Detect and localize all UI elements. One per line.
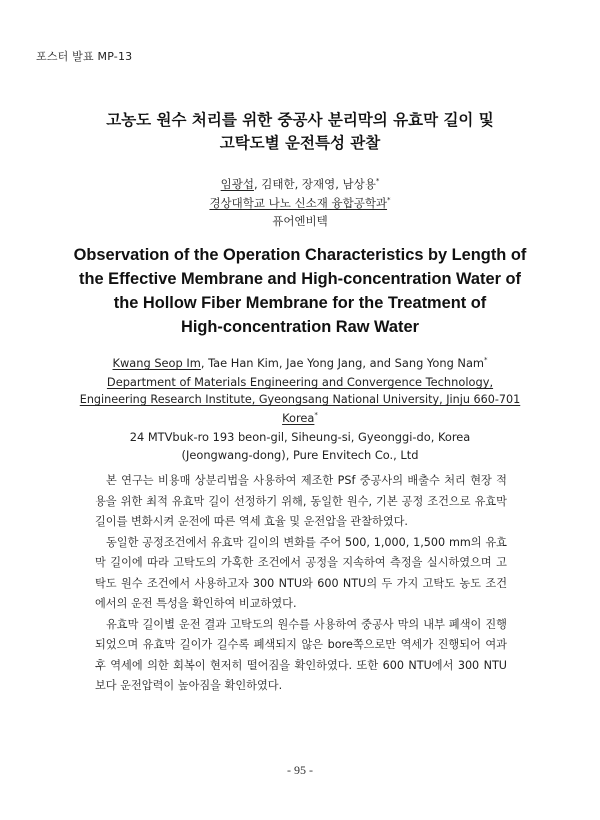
page-number: - 95 - [287,763,313,777]
korean-coauthors: , 김태한, 장재영, 남상용 [253,177,376,191]
english-affiliation-line-2: Engineering Research Institute, Gyeongsang National University, Jinju 660-701 [79,393,521,406]
korean-presenting-author: 임광섭 [220,177,254,191]
english-title-line-3: the Hollow Fiber Membrane for the Treatment of [113,294,487,312]
english-authors [40,356,560,370]
korean-authors [40,176,560,192]
korean-title-line-1: 고농도 원수 처리를 위한 중공사 분리막의 유효막 길이 및 [106,111,494,129]
english-corresponding-mark: * [484,356,488,365]
english-title-line-1: Observation of the Operation Characteristics by Length of [73,246,527,264]
english-affiliation-line-1: Department of Materials Engineering and Convergence Technology, [106,375,494,389]
english-affiliation-line-3 [40,411,560,425]
english-affiliation-mark: * [314,411,318,420]
abstract-body [95,471,507,697]
abstract-paragraph-1: 본 연구는 비용매 상분리법을 사용하여 제조한 PSf 중공사의 배출수 처리 현장 적용을 위한 최적 유효막 길이 선정하기 위해, 동일한 원수, 기본 공정 조건으로 유효막 길이를 변화시켜 운전에 따른 역세 효율 및 운전압을 관찰하였다. [95,474,507,528]
english-address-line-2: (Jeongwang-dong), Pure Envitech Co., Ltd [181,448,419,462]
session-label: 포스터 발표 MP-13 [36,50,133,63]
abstract-paragraph-3: 유효막 길이별 운전 결과 고탁도의 원수를 사용하여 중공사 막의 내부 폐색이 진행되었으며 유효막 길이가 길수록 폐색되지 않은 bore쪽으로만 역세가 진행되어 여과 후 역세에 의한 회복이 현저히 떨어짐을 확인하였다. 또한 600 NTU에서 300 NTU보다 운전압력이 높아짐을 확인하였다. [95,617,507,692]
corresponding-mark: * [375,177,380,186]
korean-affiliation-1-text: 경상대학교 나노 신소재 융합공학과 [209,196,388,210]
abstract-paragraph-2: 동일한 공정조건에서 유효막 길이의 변화를 주어 500, 1,000, 1,500 mm의 유효막 길이에 따라 고탁도의 가혹한 조건에서 공정을 지속하여 측정을 실시하였으며 고탁도 원수 조건에서 사용하고자 300 NTU와 600 NTU의 두 가지 고탁도 농도 조건에서의 운전 특성을 확인하여 비교하였다. [95,535,507,610]
english-address-line-1: 24 MTVbuk-ro 193 beon-gil, Siheung-si, Gyeonggi-do, Korea [129,430,471,444]
english-affiliation-country: Korea [282,411,315,425]
affiliation-mark: * [387,196,391,205]
english-title-line-4: High-concentration Raw Water [181,318,419,336]
korean-affiliation-1 [40,195,560,211]
korean-affiliation-2: 퓨어엔비텍 [272,214,328,228]
english-title-line-2: the Effective Membrane and High-concentration Water of [79,270,521,288]
english-coauthors: , Tae Han Kim, Jae Yong Jang, and Sang Yong Nam [200,356,485,370]
english-presenting-author: Kwang Seop Im [112,356,201,370]
korean-title-line-2: 고탁도별 운전특성 관찰 [219,134,381,152]
